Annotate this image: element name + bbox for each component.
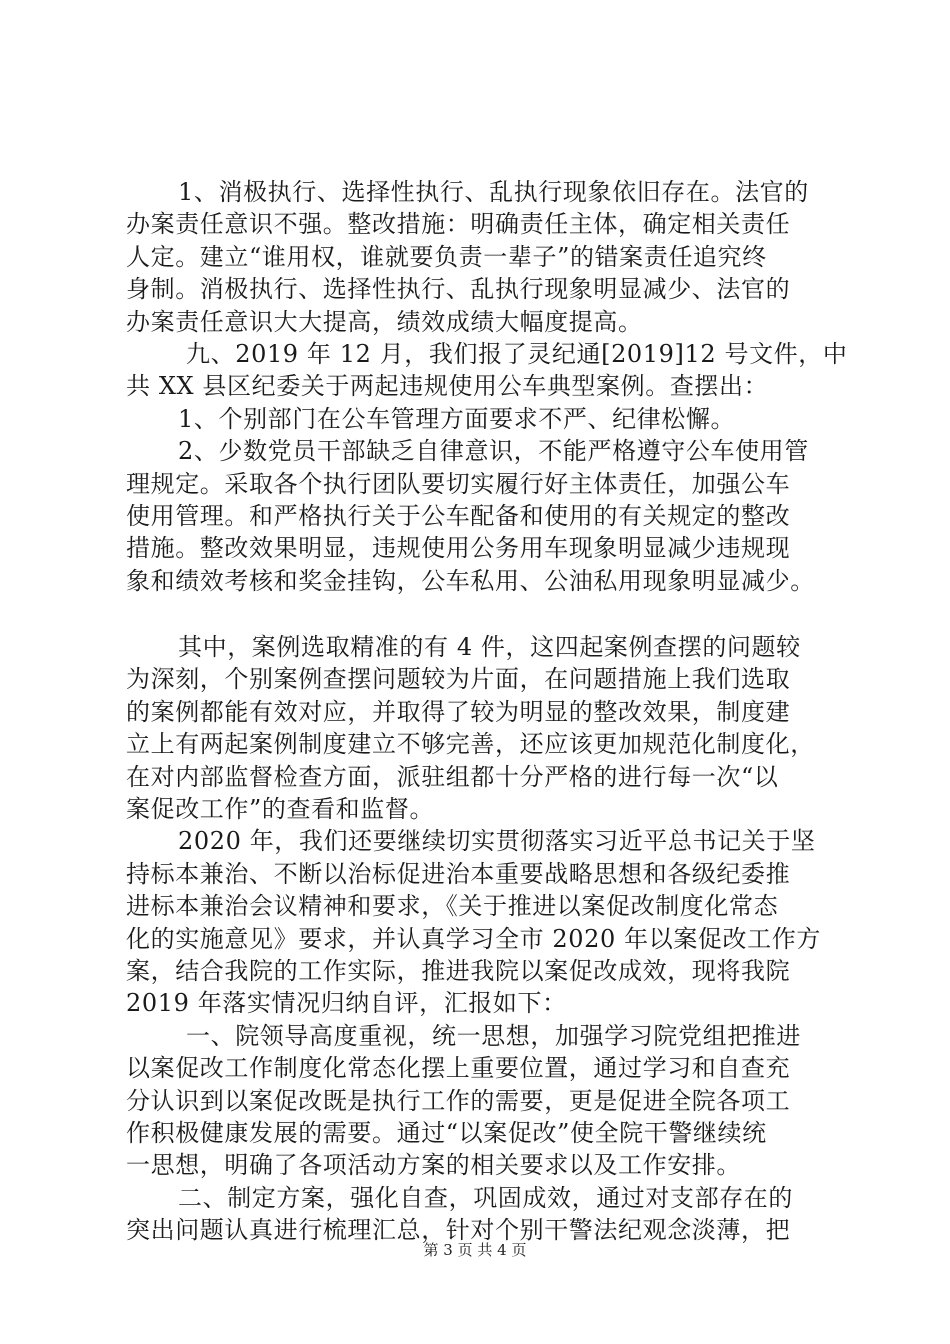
paragraph-2020-plan [126,825,838,1019]
text-line: 在对内部监督检查方面，派驻组都十分严格的进行每一次“以 [126,762,779,791]
paragraph-section-1 [126,1020,838,1182]
text-line: 1、个别部门在公车管理方面要求不严、纪律松懈。 [178,404,736,433]
text-line: 突出问题认真进行梳理汇总，针对个别干警法纪观念淡薄，把 [126,1216,791,1245]
text-line: 案，结合我院的工作实际，推进我院以案促改成效，现将我院 [126,956,791,985]
text-line: 2019 年落实情况归纳自评，汇报如下： [126,989,567,1018]
document-body [126,176,848,1247]
text-line: 以案促改工作制度化常态化摆上重要位置，通过学习和自查充 [126,1054,791,1083]
text-line: 身制。消极执行、选择性执行、乱执行现象明显减少、法官的 [126,275,791,304]
text-line: 进标本兼治会议精神和要求，《关于推进以案促改制度化常态 [126,892,779,921]
text-line: 分认识到以案促改既是执行工作的需要，更是促进全院各项工 [126,1086,791,1115]
text-line: 一思想，明确了各项活动方案的相关要求以及工作安排。 [126,1151,741,1180]
text-line: 办案责任意识大大提高，绩效成绩大幅度提高。 [126,307,643,336]
text-line: 一、院领导高度重视，统一思想，加强学习院党组把推进 [186,1021,801,1050]
text-line: 措施。整改效果明显，违规使用公务用车现象明显减少违规现 [126,534,791,563]
text-line: 立上有两起案例制度建立不够完善，还应该更加规范化制度化， [126,730,815,759]
text-line: 九、2019 年 12 月，我们报了灵纪通[2019]12 号文件，中 [186,339,848,368]
text-line: 办案责任意识不强。整改措施：明确责任主体，确定相关责任 [126,210,791,239]
text-line: 二、制定方案，强化自查，巩固成效，通过对支部存在的 [178,1183,793,1212]
paragraph-summary [126,631,838,825]
page-number-footer: 第 3 页 共 4 页 [423,1241,527,1259]
text-line: 其中，案例选取精准的有 4 件，这四起案例查摆的问题较 [178,633,801,662]
text-line: 2、少数党员干部缺乏自律意识，不能严格遵守公车使用管 [178,437,809,466]
text-line: 理规定。采取各个执行团队要切实履行好主体责任，加强公车 [126,469,791,498]
paragraph-item-1 [126,176,838,338]
text-line: 2020 年，我们还要继续切实贯彻落实习近平总书记关于坚 [178,827,816,856]
paragraph-item-1b [126,403,838,435]
paragraph-section-2 [126,1182,838,1247]
text-line: 的案例都能有效对应，并取得了较为明显的整改效果，制度建 [126,697,791,726]
text-line: 化的实施意见》要求，并认真学习全市 2020 年以案促改工作方 [126,924,821,953]
text-line: 为深刻，个别案例查摆问题较为片面，在问题措施上我们选取 [126,665,791,694]
text-line: 作积极健康发展的需要。通过“以案促改”使全院干警继续统 [126,1118,767,1147]
paragraph-section-9 [126,338,848,403]
text-line: 1、消极执行、选择性执行、乱执行现象依旧存在。法官的 [178,178,809,206]
text-line: 人定。建立“谁用权，谁就要负责一辈子”的错案责任追究终 [126,242,767,271]
text-line: 象和绩效考核和奖金挂钩，公车私用、公油私用现象明显减少。 [126,566,815,595]
text-line: 案促改工作”的查看和监督。 [126,795,435,824]
paragraph-gap [126,597,838,631]
text-line: 使用管理。和严格执行关于公车配备和使用的有关规定的整改 [126,501,791,530]
text-line: 共 XX 县区纪委关于两起违规使用公车典型案例。查摆出： [126,372,769,401]
text-line: 持标本兼治、不断以治标促进治本重要战略思想和各级纪委推 [126,859,791,888]
paragraph-item-2 [126,435,838,597]
